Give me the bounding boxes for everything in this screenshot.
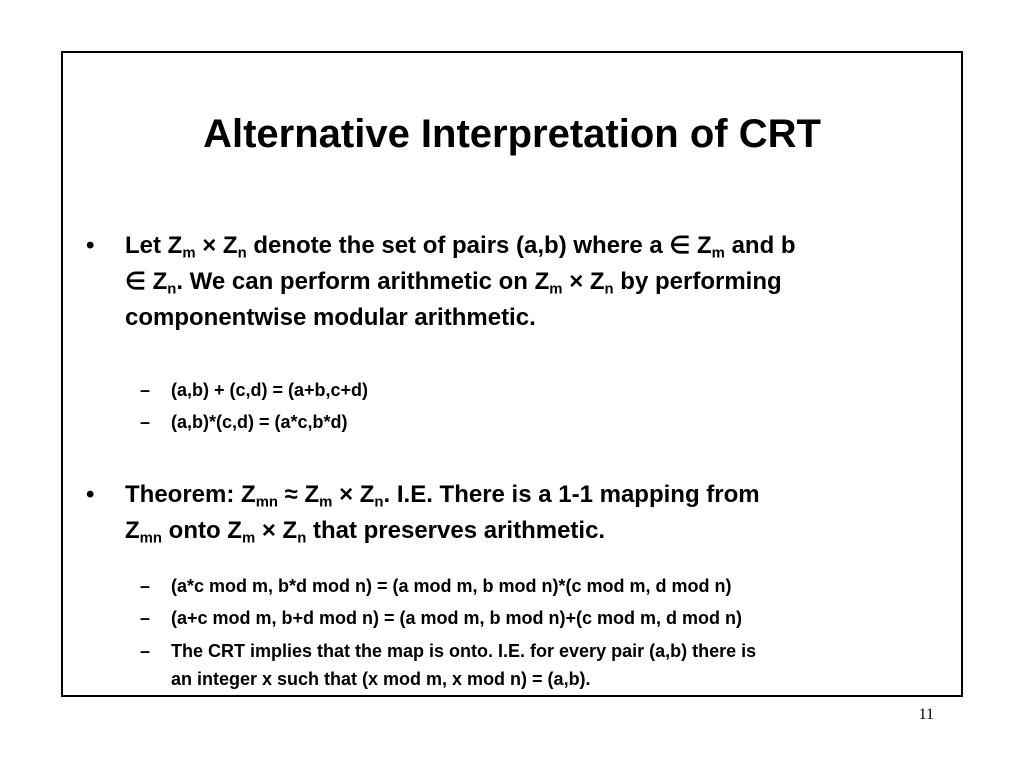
- sub-bullet-mark: –: [140, 380, 151, 400]
- sub-bullet-line-2: an integer x such that (x mod m, x mod n) = (a,b).: [171, 669, 591, 689]
- bullet-text: [125, 477, 926, 549]
- bullet-text: [125, 228, 926, 336]
- sub-bullet-mark: –: [140, 576, 151, 596]
- bullet-line-2: ∈ $Z_n$. We can perform arithmetic on $Z_m \times Z_n$ by performing: [125, 268, 782, 298]
- bullet-mark: •: [86, 481, 95, 508]
- bullet-line-2: $Z_{mn}$ onto $Z_m \times Z_n$ that preserves arithmetic.: [125, 517, 606, 547]
- bullet-mark: •: [86, 232, 95, 259]
- bullet-line-3: componentwise modular arithmetic.: [125, 304, 536, 331]
- sub-bullet-text: [171, 637, 930, 693]
- bullet-line-1: Let $Z_m \times Z_n$ denote the set of pairs (a,b) where a ∈ $Z_m$ and b: [125, 232, 796, 262]
- slide-title: Alternative Interpretation of CRT: [203, 112, 821, 156]
- sub-bullet-text: (a*c mod m, b*d mod n) = (a mod m, b mod n)*(c mod m, d mod n): [171, 576, 732, 596]
- page-number: 11: [918, 706, 934, 723]
- sub-bullet-text: (a,b) + (c,d) = (a+b,c+d): [171, 380, 369, 400]
- bullet-line-1: Theorem: $Z_{mn} \approx Z_m \times Z_n$. I.E. There is a 1-1 mapping from: [125, 481, 760, 511]
- sub-bullet-line-1: The CRT implies that the map is onto. I.E. for every pair (a,b) there is: [171, 641, 757, 661]
- sub-bullet-mark: –: [140, 412, 151, 432]
- sub-bullet-mark: –: [140, 641, 151, 661]
- sub-bullet-mark: –: [140, 608, 151, 628]
- sub-bullet-text: (a,b)*(c,d) = (a*c,b*d): [171, 412, 348, 432]
- sub-bullet-text: (a+c mod m, b+d mod n) = (a mod m, b mod n)+(c mod m, d mod n): [171, 608, 743, 628]
